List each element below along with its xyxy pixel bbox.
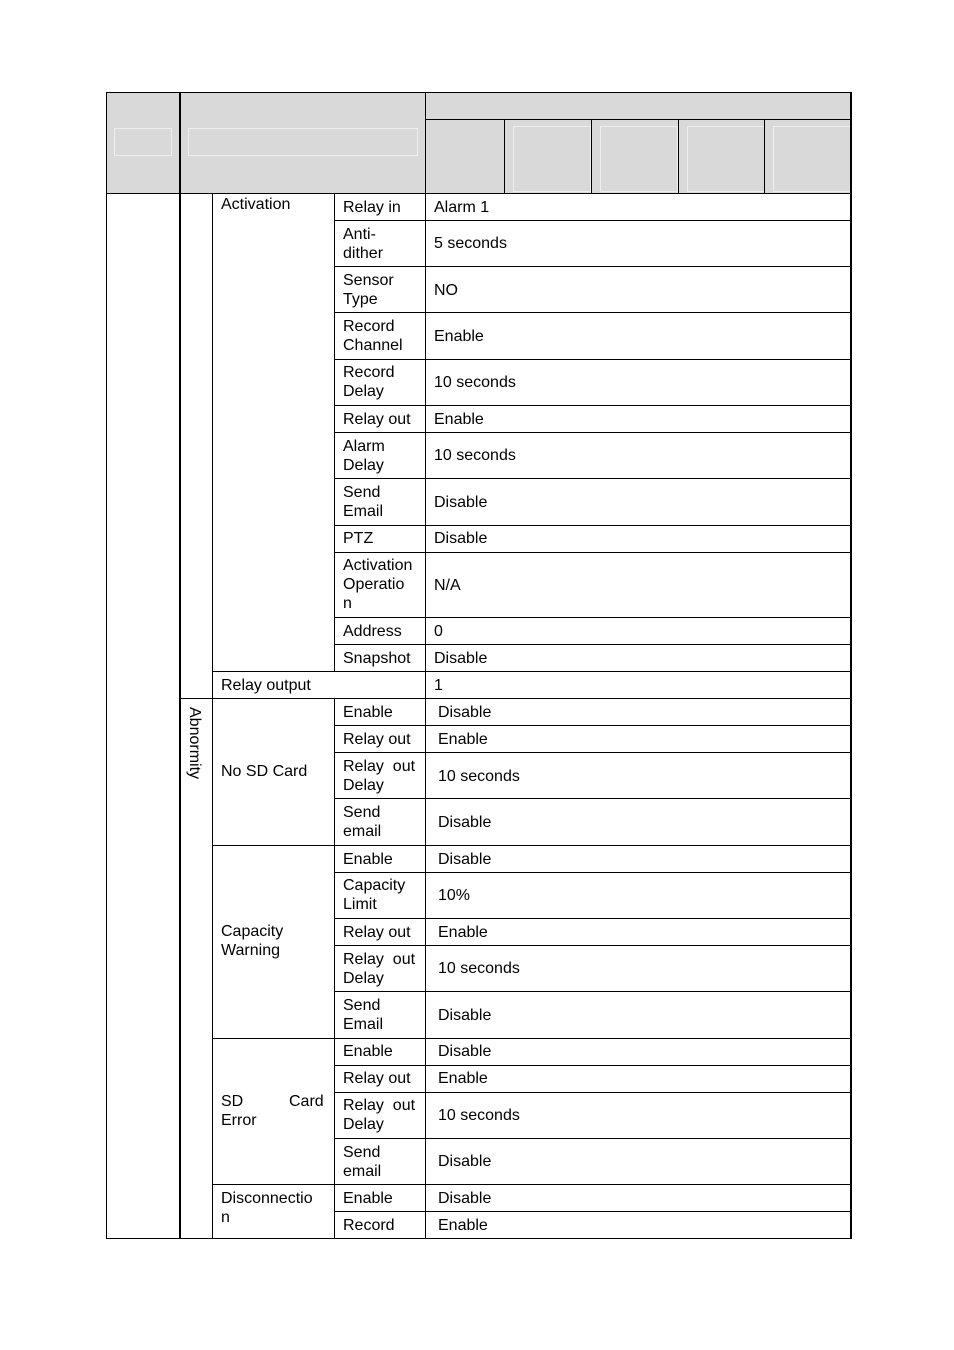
table-border [504,119,505,193]
param-value: Enable [434,328,484,345]
header-cell-placeholder [687,126,765,192]
header-cell-placeholder [600,126,678,192]
param-label: Record Channel [343,318,403,354]
param-label: Snapshot [343,650,411,667]
row-divider [334,617,851,618]
table-border [106,193,852,194]
row-divider [334,872,851,873]
param-label: Relay out [343,924,411,941]
row-divider [334,945,851,946]
param-value: Disable [438,1007,492,1024]
row-divider [334,1211,851,1212]
row-divider [334,644,851,645]
header-cell-placeholder [773,126,851,192]
table-border [212,193,213,1239]
table-border [678,119,679,193]
param-label: Sensor Type [343,272,394,308]
param-value: Disable [434,530,488,547]
param-label: PTZ [343,530,374,547]
row-divider [334,405,851,406]
param-label: Enable [343,704,393,721]
param-label: Record Delay [343,364,395,400]
header-cell-placeholder [114,128,172,156]
param-value: 5 seconds [434,235,507,252]
param-label: Anti- dither [343,226,384,262]
table-border [764,119,765,193]
param-label: Send email [343,804,382,840]
param-value: Disable [438,814,492,831]
param-value: Alarm 1 [434,199,490,216]
param-label: Enable [343,851,393,868]
row-divider [212,1184,851,1185]
row-divider [334,752,851,753]
row-divider [334,725,851,726]
param-value: Enable [438,924,488,941]
param-value: 10 seconds [434,447,516,464]
table-border [425,92,426,1239]
row-divider [334,478,851,479]
param-value: Enable [434,411,484,428]
param-label: Relay out [343,411,411,428]
row-divider [212,845,851,846]
param-value: Disable [438,1153,492,1170]
row-divider [334,359,851,360]
param-value: Disable [438,851,492,868]
param-value: Disable [438,704,492,721]
row-divider [334,918,851,919]
row-divider [334,798,851,799]
param-value: Enable [438,731,488,748]
param-label: Send Email [343,997,384,1033]
table-border [591,119,592,193]
table-border [106,92,852,93]
param-value: Enable [438,1217,488,1234]
row-divider [212,1038,851,1039]
table-border [334,698,335,1239]
param-label: Enable [343,1043,393,1060]
param-label: Relay out Delay [343,1097,416,1133]
param-value: 0 [434,623,443,640]
header-cell-placeholder [188,128,418,156]
row-divider [334,220,851,221]
param-label: Relay in [343,199,401,216]
row-divider [212,671,851,672]
group-label-sd-card-error: SD [221,1093,244,1110]
param-label: Relay out [343,1070,411,1087]
param-value: Disable [438,1043,492,1060]
param-value: Disable [434,494,488,511]
table-border [850,92,852,1239]
param-value: 10 seconds [438,768,520,785]
param-value: 10 seconds [438,1107,520,1124]
relay-output-value: 1 [434,677,443,694]
row-divider [334,991,851,992]
param-label: Record [343,1217,395,1234]
table-border [106,1238,852,1239]
row-divider [334,432,851,433]
param-label: Send email [343,1144,382,1180]
row-divider [334,525,851,526]
param-label: Alarm Delay [343,438,385,474]
row-divider [334,266,851,267]
header-cell-placeholder [513,126,591,192]
param-label: Address [343,623,402,640]
table-border [106,92,107,1239]
group-label-sd-card-error: Card [289,1093,324,1110]
param-label: Relay out [343,731,411,748]
param-value: 10% [438,887,471,904]
row-divider [334,1092,851,1093]
relay-output-label: Relay output [221,677,311,694]
param-label: Relay out Delay [343,758,416,794]
table-border [179,92,181,1239]
row-divider [179,698,851,699]
row-divider [334,552,851,553]
param-value: Enable [438,1070,488,1087]
param-label: Send Email [343,484,384,520]
group-label-capacity-warning: Capacity Warning [221,923,284,959]
param-value: Disable [438,1190,492,1207]
param-value: Disable [434,650,488,667]
param-label: Relay out Delay [343,951,416,987]
param-value: N/A [434,577,461,594]
section-label-activation: Activation [221,196,291,213]
row-divider [334,1065,851,1066]
param-label: Activation Operatio n [343,557,413,612]
group-label-disconnection: Disconnectio n [221,1190,313,1226]
group-label-sd-card-error: Error [221,1112,257,1129]
table-border [425,119,851,120]
param-value: NO [434,282,458,299]
row-divider [334,312,851,313]
param-value: 10 seconds [438,960,520,977]
param-label: Enable [343,1190,393,1207]
section-label-abnormity: Abnormity [186,707,203,780]
group-label-no-sd-card: No SD Card [221,763,308,780]
param-value: 10 seconds [434,374,516,391]
param-label: Capacity Limit [343,877,406,913]
row-divider [334,1138,851,1139]
